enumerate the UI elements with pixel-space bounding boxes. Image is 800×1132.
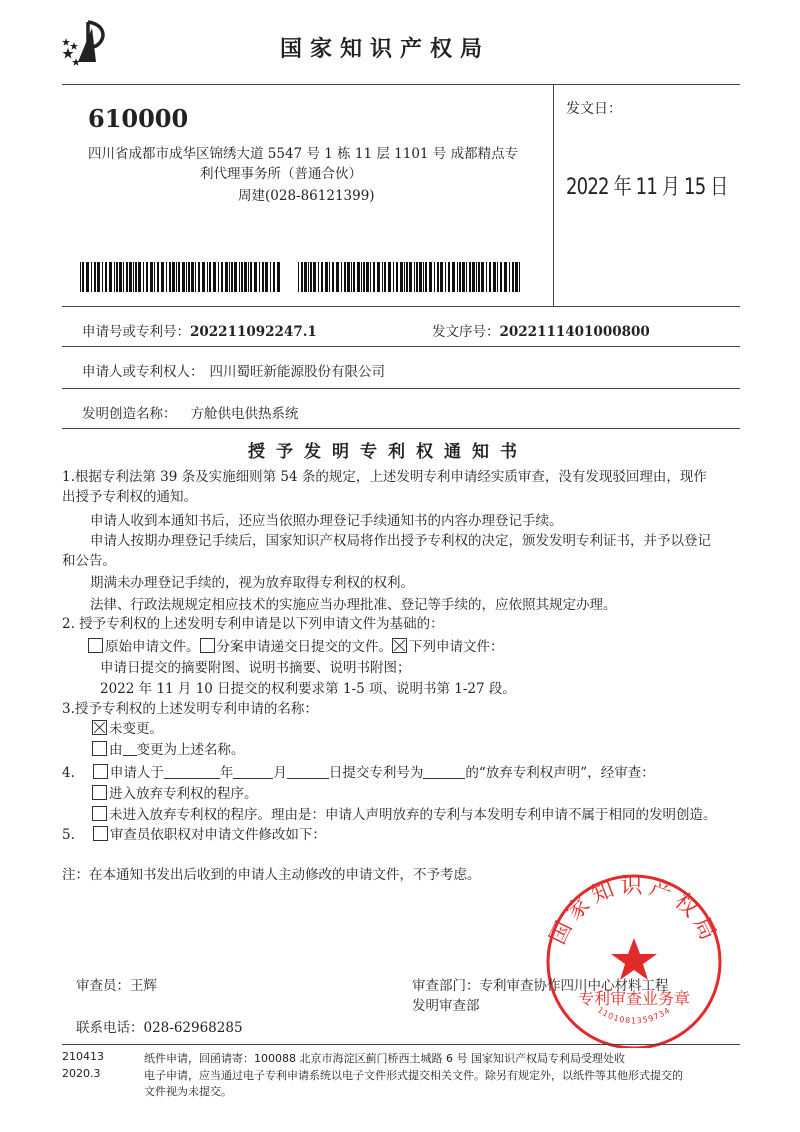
checkbox-waiver-entered[interactable] [92,785,107,800]
barcode-bar [481,262,484,292]
checkbox-waiver-not-entered[interactable] [92,806,107,821]
barcode-left [80,262,280,292]
application-number: 202211092247.1 [190,324,317,340]
barcode-bar [172,262,175,292]
barcode-bar [336,262,339,292]
svg-text:国家知识产权局 [546,874,723,948]
barcode-bar [102,262,103,292]
barcode-bar [363,262,365,292]
barcode-bar [123,262,124,292]
barcode-bar [301,262,303,292]
barcode-bar [213,262,216,292]
seal-top-text: 国家知识产权局 [545,874,723,949]
barcode-bar [188,262,190,292]
barcode-bar [191,262,194,292]
barcode-bar [373,262,375,292]
barcode-bar [353,262,355,292]
barcode-bar [325,262,328,292]
barcode-bar [448,262,450,292]
examiner-amendment-text: 审查员依职权对申请文件修改如下： [109,827,326,843]
barcode-bar [97,262,100,292]
paragraph-2: 2. 授予专利权的上述发明专利申请是以下列申请文件为基础的： [62,616,444,632]
barcode-bar [241,262,243,292]
option-waiver-not-entered: 未进入放弃专利权的程序。理由是：申请人声明放弃的专利与本发明专利申请不属于相同的发明创造。 [109,807,717,823]
barcode-bar [347,262,350,292]
barcode-bar [416,262,418,292]
barcode-bar [146,262,148,292]
form-code: 210413 [62,1050,104,1063]
barcode-bar [105,262,107,292]
barcode-bar [313,262,316,292]
serial-number: 2022111401000800 [499,324,650,340]
barcode-bar [493,262,496,292]
barcode-bar [310,262,312,292]
barcode-bar [298,262,299,292]
barcode-bar [218,262,219,292]
barcode-bar [270,262,271,292]
checkbox-divisional-files[interactable] [200,638,215,653]
barcode-bar [116,262,118,292]
barcode-bar [459,262,461,292]
barcode-bar [182,262,185,292]
barcode-bar [150,262,153,292]
barcode-bar [234,262,237,292]
paragraph-1b: 申请人收到本通知书后，还应当依照办理登记手续通知书的内容办理登记手续。 [90,513,563,529]
barcode-bar [344,262,346,292]
barcode-bar [169,262,171,292]
barcode-bar [489,262,491,292]
files-line-2: 2022 年 11 月 10 日提交的权利要求第 1-5 项、说明书第 1-27 段。 [100,681,516,697]
paragraph-1-line-2: 出授予专利权的通知。 [62,489,197,505]
barcode-bar [202,262,205,292]
barcode-bar [273,262,275,292]
svg-text:1101081359734 [596,1005,672,1025]
barcode-bar [114,262,115,292]
barcode-bar [366,262,369,292]
barcode-bar [119,262,122,292]
barcode-bar [434,262,435,292]
barcode-bar [519,262,520,292]
barcode-bar [462,262,465,292]
option-name-changed-b: 变更为上述名称。 [136,742,245,758]
option-waiver-entered: 进入放弃专利权的程序。 [109,786,258,802]
barcode-right [298,262,520,292]
official-seal [539,868,729,1048]
barcode-bar [469,262,471,292]
barcode-bar [133,262,134,292]
option-divisional-files: 分案申请递交日提交的文件。 [216,639,392,655]
barcode-bar [239,262,240,292]
barcode-bar [195,262,196,292]
seal-bottom-text: 专利审查业务章 [577,989,691,1008]
barcode-bar [429,262,432,292]
office-logo [58,18,116,66]
checkbox-examiner-amendment[interactable] [93,826,108,841]
option-name-changed-a: 由 [109,742,123,758]
barcode-bar [304,262,307,292]
barcode-bar [186,262,187,292]
barcode-bar [176,262,177,292]
barcode-bar [515,262,518,292]
department-line-1: 审查部门：专利审查协作四川中心材料工程 [412,978,669,994]
checkbox-original-files[interactable] [88,638,103,653]
barcode-bar [396,262,398,292]
contact-person: 周建(028-86121399) [238,188,375,204]
waiver-text-a: 申请人于 [109,765,164,781]
barcode-bar [91,262,92,292]
checkbox-waiver[interactable] [93,764,108,779]
barcode-bar [497,262,498,292]
barcode-bar [440,262,443,292]
barcode-bar [143,262,144,292]
barcode-bar [466,262,467,292]
paragraph-4-number: 4. [62,765,75,781]
barcode-bar [221,262,223,292]
paragraph-1c-line-2: 和公告。 [62,553,116,569]
seal-number: 1101081359734 [595,1005,673,1026]
form-date: 2020.3 [62,1067,101,1080]
dispatch-date: 2022 年 11 月 15 日 [566,175,728,200]
checkbox-name-unchanged[interactable] [92,720,107,735]
invention-title-label: 发明创造名称： [82,406,177,422]
serial-number-label: 发文序号： [432,324,500,340]
application-number-label: 申请号或专利号： [82,324,190,340]
barcode-bar [357,262,360,292]
examiner: 审查员：王辉 [76,978,157,994]
waiver-text-c: 月 [273,765,287,781]
barcode-bar [457,262,458,292]
checkbox-name-changed[interactable] [92,741,107,756]
dispatch-date-label: 发文日： [566,101,622,117]
barcode-bar [82,262,84,292]
applicant-name: 四川蜀旺新能源股份有限公司 [209,364,385,380]
barcode-bar [277,262,280,292]
barcode-bar [318,262,319,292]
barcode-bar [341,262,342,292]
option-following-files: 下列申请文件： [409,639,504,655]
barcode-bar [94,262,96,292]
barcode-bar [445,262,446,292]
files-line-1: 申请日提交的摘要附图、说明书摘要、说明书附图； [100,660,411,676]
barcode-bar [332,262,334,292]
barcode-bar [329,262,330,292]
barcode-bar [154,262,155,292]
barcode-bar [161,262,164,292]
notice-title: 授予发明专利权通知书 [248,442,528,462]
waiver-text-b: 年 [219,765,234,781]
applicant-label: 申请人或专利权人： [82,364,204,380]
barcode-bar [265,262,268,292]
address-line-1: 四川省成都市成华区锦绣大道 5547 号 1 栋 11 层 1101 号 成都精点专 [88,146,519,162]
barcode-bar [126,262,128,292]
invention-title: 方舱供电供热系统 [190,406,299,422]
checkbox-following-files[interactable] [392,638,407,653]
barcode-bar [370,262,371,292]
barcode-bar [209,262,211,292]
waiver-text-e: 的“放弃专利权声明”，经审查： [465,765,655,781]
barcode-bar [486,262,487,292]
barcode-bar [248,262,249,292]
barcode-bar [400,262,403,292]
address-line-2: 利代理事务所（普通合伙） [200,166,362,182]
barcode-bar [404,262,405,292]
barcode-bar [207,262,208,292]
barcode-bar [419,262,422,292]
barcode-bar [250,262,252,292]
barcode-bar [388,262,391,292]
barcode-bar [361,262,362,292]
barcode-bar [351,262,352,292]
barcode-bar [178,262,180,292]
e-filing-note-line-2: 文件视为未提交。 [144,1085,232,1098]
barcode-bar [231,262,233,292]
barcode-bar [229,262,230,292]
note: 注：在本通知书发出后收到的申请人主动修改的申请文件，不予考虑。 [62,867,481,883]
barcode-bar [382,262,383,292]
barcode-bar [308,262,309,292]
barcode-bar [80,262,81,292]
barcode-bar [377,262,380,292]
paragraph-5-number: 5. [62,827,75,843]
barcode-bar [198,262,200,292]
barcode-bar [393,262,394,292]
barcode-bar [259,262,260,292]
barcode-bar [109,262,112,292]
barcode-bar [384,262,386,292]
barcode-bar [406,262,408,292]
barcode-bar [504,262,507,292]
paper-filing-note: 纸件申请，回函请寄：100088 北京市海淀区蓟门桥西土城路 6 号 国家知识产权局专利局受理处收 [144,1052,625,1065]
e-filing-note-line-1: 电子申请，应当通过电子专利申请系统以电子文件形式提交相关文件。除另有规定外，以纸件等其他形式提交的 [144,1069,683,1082]
barcode-bar [476,262,477,292]
barcode-bar [135,262,137,292]
barcode-bar [437,262,439,292]
paragraph-1d: 期满未办理登记手续的，视为放弃取得专利权的权利。 [90,575,414,591]
paragraph-1e: 法律、行政法规规定相应技术的实施应当办理批准、登记等手续的，应依照其规定办理。 [90,597,617,613]
paragraph-3: 3.授予专利权的上述发明专利申请的名称： [62,701,318,717]
office-name: 国家知识产权局 [280,37,491,62]
contact-phone: 联系电话：028-62968285 [76,1020,243,1036]
waiver-text-d: 日提交专利号为 [328,765,424,781]
barcode-bar [414,262,415,292]
barcode-bar [86,262,89,292]
barcode-bar [225,262,228,292]
barcode-bar [244,262,247,292]
barcode-bar [321,262,323,292]
department-line-2: 发明审查部 [412,998,480,1014]
paragraph-1-line-1: 1.根据专利法第 39 条及实施细则第 54 条的规定，上述发明专利申请经实质审查，没有发现驳回理由，现作 [62,469,707,485]
barcode-bar [500,262,502,292]
barcode-bar [129,262,132,292]
barcode-bar [138,262,141,292]
barcode-bar [512,262,514,292]
barcode-bar [409,262,412,292]
postcode: 610000 [88,104,189,133]
barcode-bar [262,262,264,292]
barcode-bar [254,262,257,292]
option-name-unchanged: 未变更。 [109,721,163,737]
barcode-bar [166,262,167,292]
barcode-bar [509,262,510,292]
barcode-bar [478,262,480,292]
barcode-bar [157,262,159,292]
barcode-bar [472,262,475,292]
barcode-bar [425,262,427,292]
barcode-bar [452,262,455,292]
paragraph-1c-line-1: 申请人按期办理登记手续后，国家知识产权局将作出授予专利权的决定，颁发发明专利证书，并予以登记 [90,533,711,549]
option-original-files: 原始申请文件。 [105,639,200,655]
barcode-bar [423,262,424,292]
